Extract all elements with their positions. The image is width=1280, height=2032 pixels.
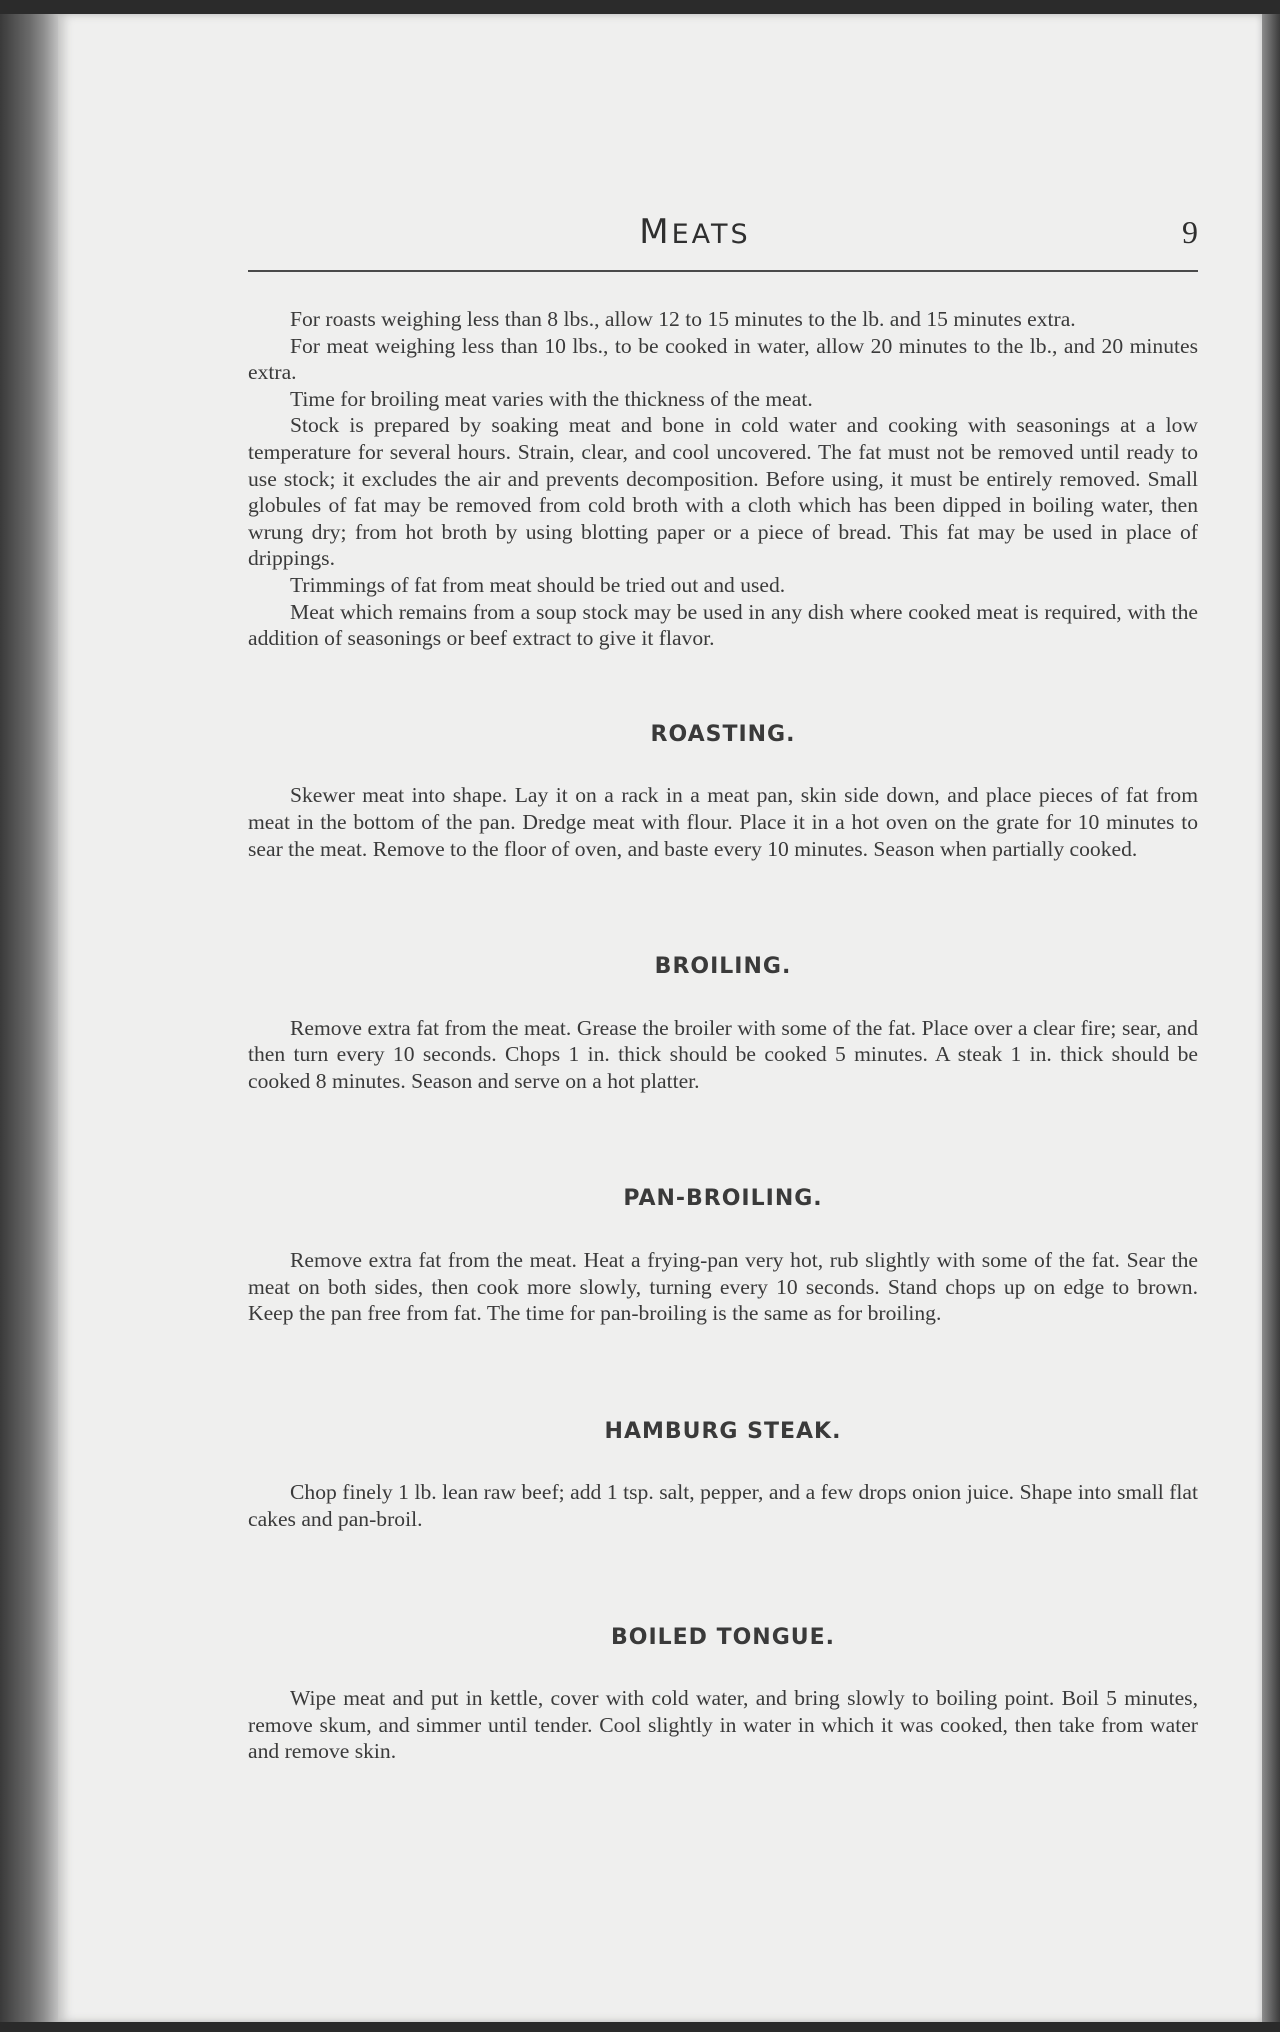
intro-paragraph: Time for broiling meat varies with the thickness of the meat. [290,386,813,411]
page-title [192,212,1198,252]
page [58,14,1262,2022]
running-head [192,212,1198,262]
section-title-hamburg-steak: HAMBURG STEAK. [604,1418,842,1444]
section-text-pan-broiling: Remove extra fat from the meat. Heat a frying-pan very hot, rub slightly with some of the fat. Sear the meat on both sides, then cook more slowly, turning every 10 seconds. Stand chops up on edge to brown. Keep the pan free from fat. The time for pan-broiling is the same as for broiling. [248,1248,1198,1326]
section-text-hamburg-steak: Chop finely 1 lb. lean raw beef; add 1 tsp. salt, pepper, and a few drops onion juice. Shape into small flat cakes and pan-broil. [248,1480,1198,1532]
section-text-boiled-tongue: Wipe meat and put in kettle, cover with cold water, and bring slowly to boiling point. Boil 5 minutes, remove skum, and simmer until tender. Cool slightly in water in which it was cooked, then take from water and remove skin. [248,1686,1198,1764]
intro-paragraph: Meat which remains from a soup stock may be used in any dish where cooked meat is required, with the addition of seasonings or beef extract to give it flavor. [248,599,1198,651]
intro-paragraph: Trimmings of fat from meat should be tried out and used. [290,572,786,597]
section-title-roasting: ROASTING. [650,721,796,747]
page-number: 9 [1182,214,1198,250]
facing-page-edge [0,14,62,2022]
bottom-scan-edge [0,2022,1280,2032]
section-text-roasting: Skewer meat into shape. Lay it on a rack in a meat pan, skin side down, and place pieces of fat from meat in the bottom of the pan. Dredge meat with flour. Place it in a hot oven on the grate for 10 minutes to sear the meat. Remove to the floor of oven, and baste every 10 minutes. Season when partially cooked. [248,783,1198,861]
section-text-broiling: Remove extra fat from the meat. Grease the broiler with some of the fat. Place over a clear fire; sear, and then turn every 10 seconds. Chops 1 in. thick should be cooked 5 minutes. A steak 1 in. thick should be cooked 8 minutes. Season and serve on a hot platter. [248,1015,1198,1093]
section-title-pan-broiling: PAN-BROILING. [623,1186,823,1212]
right-page-edge [1262,14,1280,2022]
section-title-broiling: BROILING. [654,954,792,980]
title-initial: M [639,212,672,252]
header-rule [248,270,1198,272]
section-title-boiled-tongue: BOILED TONGUE. [610,1624,836,1650]
intro-paragraph: Stock is prepared by soaking meat and bone in cold water and cooking with seasonings at a low temperature for several hours. Strain, clear, and cool uncovered. The fat must not be removed until ready to use stock; it excludes the air and prevents decomposition. Before using, it must be entirely removed. Small globules of fat may be removed from cold broth with a cloth which has been dipped in boiling water, then wrung dry; from hot broth by using blotting paper or a piece of bread. This fat may be used in place of drippings. [248,413,1198,571]
intro-paragraph: For roasts weighing less than 8 lbs., allow 12 to 15 minutes to the lb. and 15 minutes extra. [290,307,1076,331]
title-rest: EATS [671,219,751,250]
intro-paragraph: For meat weighing less than 10 lbs., to be cooked in water, allow 20 minutes to the lb., and 20 minutes extra. [248,333,1198,385]
page-body [248,306,1198,1765]
